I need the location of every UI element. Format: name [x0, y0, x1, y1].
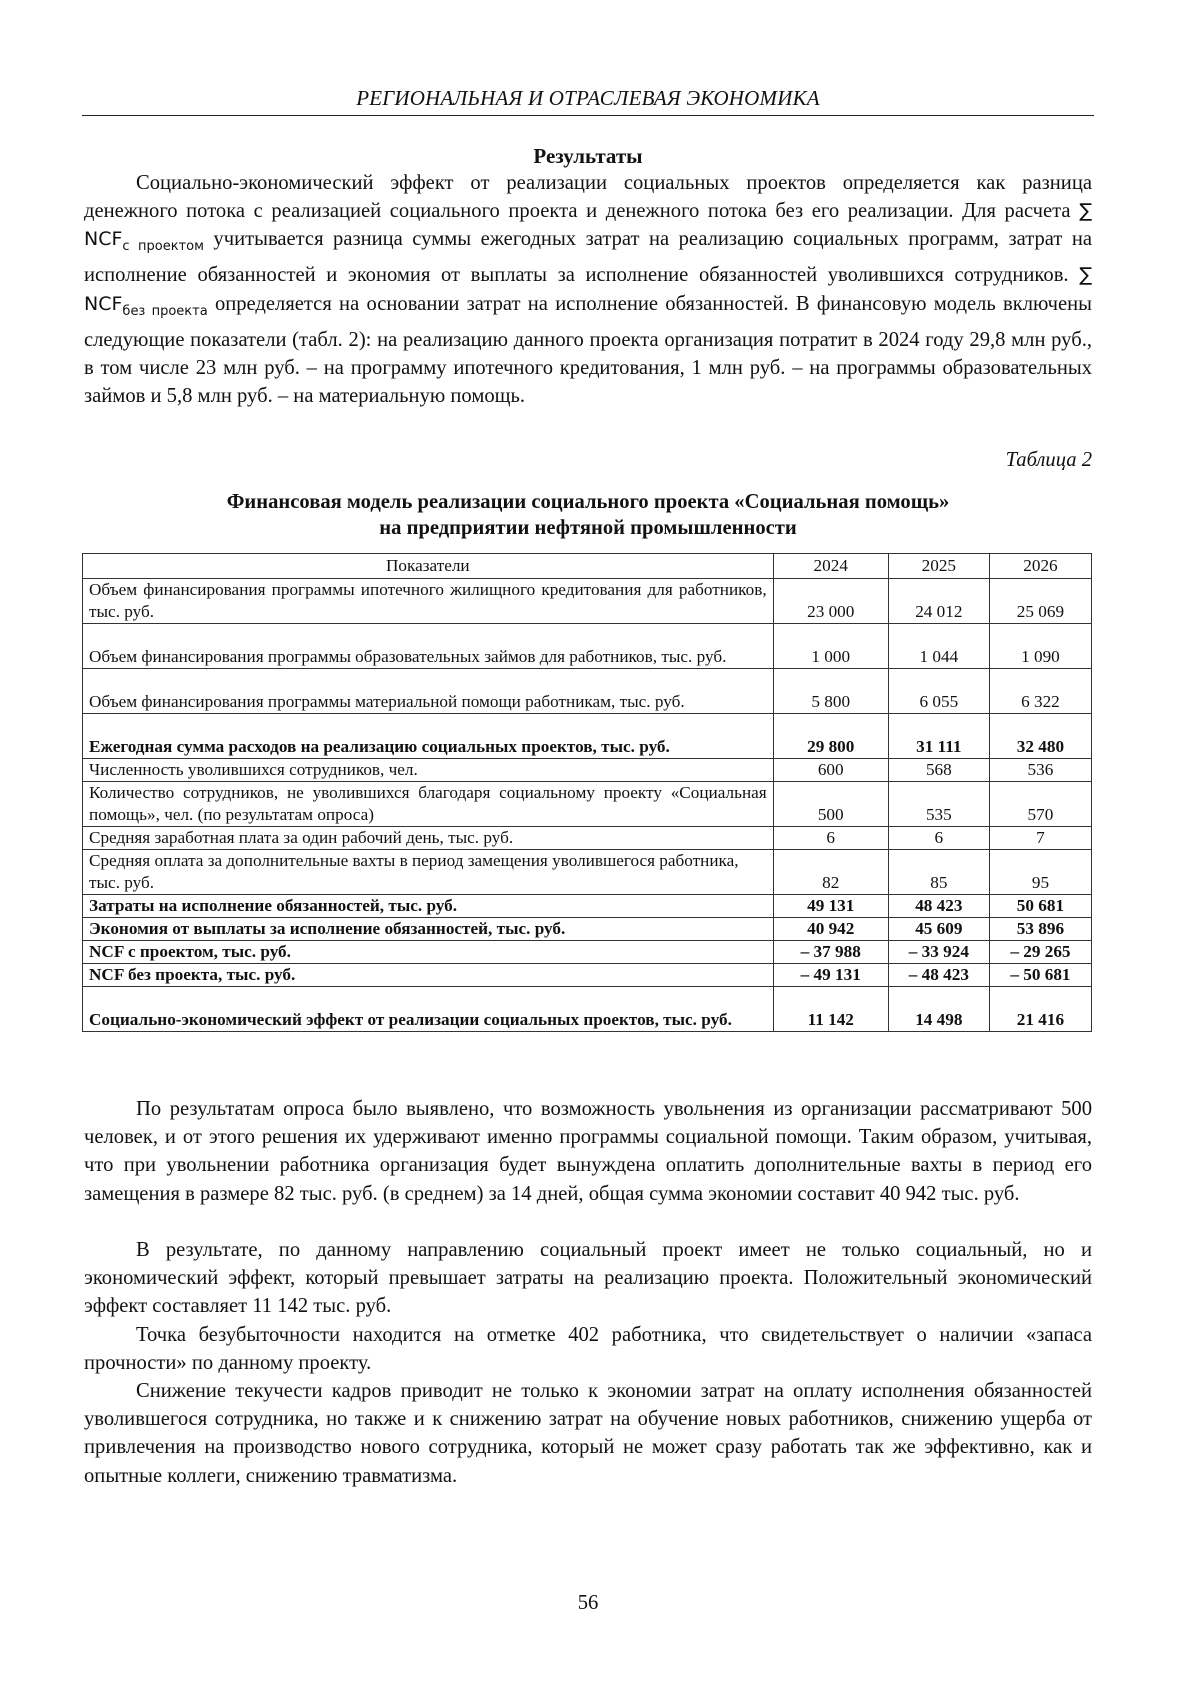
- table-row-ncf-without-project: [83, 964, 1092, 987]
- intro-text-c: определяется на основании затрат на исполнение обязанностей. В финансовую модель включены следующие показатели (табл. 2): на реализацию данного проекта организация потратит в 2024 году 29,8 млн руб., в том числе 23 млн руб. – на программу ипотечного кредитования, 1 млн руб. – на программы образовательных займов и 5,8 млн руб. – на материальную помощь.: [84, 292, 1092, 408]
- value-2026: 50 681: [989, 895, 1091, 918]
- intro-text-b: учитывается разница суммы ежегодных затрат на реализацию социальных программ, затрат на исполнение обязанностей и экономия от выплаты за исполнение обязанностей уволившихся сотрудников.: [84, 228, 1092, 287]
- header-rule: [82, 115, 1094, 116]
- section-title: Результаты: [533, 144, 643, 168]
- table-row-ncf-with-project: [83, 941, 1092, 964]
- row-label: Объем финансирования программы материальной помощи работникам, тыс. руб.: [83, 669, 774, 714]
- table-title-line1: Финансовая модель реализации социального проекта «Социальная помощь»: [226, 491, 950, 513]
- running-head: РЕГИОНАЛЬНАЯ И ОТРАСЛЕВАЯ ЭКОНОМИКА: [356, 86, 820, 110]
- table-title-line2: на предприятии нефтяной промышленности: [379, 517, 797, 539]
- paragraph-text: В результате, по данному направлению социальный проект имеет не только социальный, но и экономический эффект, который превышает затраты на реализацию проекта. Положительный экономический эффект составляет 11 142 тыс. руб.: [84, 1239, 1092, 1318]
- intro-paragraph: [84, 169, 1092, 410]
- paragraph-text: Снижение текучести кадров приводит не только к экономии затрат на оплату исполнения обязанностей уволившегося сотрудника, но также и к снижению затрат на обучение новых работников, снижению ущерба от привлечения на производство нового сотрудника, который не может сразу работать так же эффективно, как и опытные коллеги, снижению травматизма.: [84, 1380, 1092, 1487]
- value-2024: 23 000: [773, 579, 888, 624]
- header-2025: 2025: [888, 554, 989, 579]
- value-2025: 568: [888, 759, 989, 782]
- ncf-subscript: с проектом: [122, 239, 204, 255]
- value-2024: 40 942: [773, 918, 888, 941]
- sum-ncf-symbol: ∑ NCF: [84, 200, 1092, 251]
- row-label: Объем финансирования программы образовательных займов для работников, тыс. руб.: [83, 624, 774, 669]
- table-row-socio-economic-effect: [83, 987, 1092, 1032]
- table-row: [83, 827, 1092, 850]
- table-row: [83, 850, 1092, 895]
- row-label: NCF без проекта, тыс. руб.: [83, 964, 774, 987]
- intro-text-a: Социально-экономический эффект от реализации социальных проектов определяется как разница денежного потока с реализацией социального проекта и денежного потока без его реализации. Для расчета: [84, 172, 1092, 223]
- value-2024: 11 142: [773, 987, 888, 1032]
- row-label: Экономия от выплаты за исполнение обязанностей, тыс. руб.: [83, 918, 774, 941]
- value-2025: 6: [888, 827, 989, 850]
- value-2024: 5 800: [773, 669, 888, 714]
- value-2026: 95: [989, 850, 1091, 895]
- value-2024: 600: [773, 759, 888, 782]
- row-label: Объем финансирования программы ипотечного жилищного кредитования для работников, тыс. руб.: [83, 579, 774, 624]
- table-row: [83, 759, 1092, 782]
- row-label: Социально-экономический эффект от реализации социальных проектов, тыс. руб.: [83, 987, 774, 1032]
- page-number: 56: [577, 1592, 599, 1614]
- financial-model-table: [82, 553, 1092, 1032]
- value-2026: 570: [989, 782, 1091, 827]
- row-label: Затраты на исполнение обязанностей, тыс. руб.: [83, 895, 774, 918]
- sum-ncf-symbol: ∑ NCF: [84, 264, 1092, 315]
- value-2025: 14 498: [888, 987, 989, 1032]
- turnover-paragraph: [84, 1377, 1092, 1490]
- table-row-duty-costs: [83, 895, 1092, 918]
- paragraph-text: Точка безубыточности находится на отметке 402 работника, что свидетельствует о наличии «запаса прочности» по данному проекту.: [84, 1324, 1092, 1375]
- paragraph-text: По результатам опроса было выявлено, что возможность увольнения из организации рассматривают 500 человек, и от этого решения их удерживают именно программы социальной помощи. Таким образом, учитывая, что при увольнении работника организация будет вынуждена оплатить дополнительные вахты в период его замещения в размере 82 тыс. руб. (в среднем) за 14 дней, общая сумма экономии составит 40 942 тыс. руб.: [84, 1098, 1092, 1205]
- table-row: [83, 579, 1092, 624]
- value-2025: 85: [888, 850, 989, 895]
- value-2026: 7: [989, 827, 1091, 850]
- value-2025: 48 423: [888, 895, 989, 918]
- row-label: NCF с проектом, тыс. руб.: [83, 941, 774, 964]
- row-label: Средняя заработная плата за один рабочий день, тыс. руб.: [83, 827, 774, 850]
- table-row-savings: [83, 918, 1092, 941]
- value-2025: – 48 423: [888, 964, 989, 987]
- value-2024: 500: [773, 782, 888, 827]
- table-label: Таблица 2: [1005, 449, 1092, 471]
- value-2024: 82: [773, 850, 888, 895]
- break-even-paragraph: [84, 1321, 1092, 1377]
- value-2024: 29 800: [773, 714, 888, 759]
- value-2026: 21 416: [989, 987, 1091, 1032]
- table-row-total-expenses: [83, 714, 1092, 759]
- table-header-row: [83, 554, 1092, 579]
- ncf-subscript: без проекта: [122, 303, 208, 319]
- table-row: [83, 669, 1092, 714]
- value-2025: 31 111: [888, 714, 989, 759]
- row-label: Количество сотрудников, не уволившихся благодаря социальному проекту «Социальная помощь», чел. (по результатам опроса): [83, 782, 774, 827]
- table-row: [83, 624, 1092, 669]
- value-2024: – 49 131: [773, 964, 888, 987]
- value-2026: 536: [989, 759, 1091, 782]
- value-2026: 53 896: [989, 918, 1091, 941]
- value-2025: – 33 924: [888, 941, 989, 964]
- value-2026: – 29 265: [989, 941, 1091, 964]
- value-2024: 6: [773, 827, 888, 850]
- table-title: [84, 489, 1092, 541]
- survey-results-paragraph: [84, 1095, 1092, 1208]
- header-indicators: Показатели: [83, 554, 774, 579]
- header-2024: 2024: [773, 554, 888, 579]
- value-2025: 24 012: [888, 579, 989, 624]
- value-2026: 1 090: [989, 624, 1091, 669]
- value-2024: 1 000: [773, 624, 888, 669]
- value-2024: 49 131: [773, 895, 888, 918]
- economic-effect-paragraph: [84, 1236, 1092, 1321]
- value-2025: 45 609: [888, 918, 989, 941]
- value-2025: 535: [888, 782, 989, 827]
- value-2026: 32 480: [989, 714, 1091, 759]
- row-label: Численность уволившихся сотрудников, чел.: [83, 759, 774, 782]
- value-2026: – 50 681: [989, 964, 1091, 987]
- row-label: Ежегодная сумма расходов на реализацию социальных проектов, тыс. руб.: [83, 714, 774, 759]
- value-2026: 6 322: [989, 669, 1091, 714]
- value-2026: 25 069: [989, 579, 1091, 624]
- value-2025: 6 055: [888, 669, 989, 714]
- table-row: [83, 782, 1092, 827]
- value-2025: 1 044: [888, 624, 989, 669]
- header-2026: 2026: [989, 554, 1091, 579]
- value-2024: – 37 988: [773, 941, 888, 964]
- row-label: Средняя оплата за дополнительные вахты в период замещения уволившегося работника, тыс. руб.: [83, 850, 774, 895]
